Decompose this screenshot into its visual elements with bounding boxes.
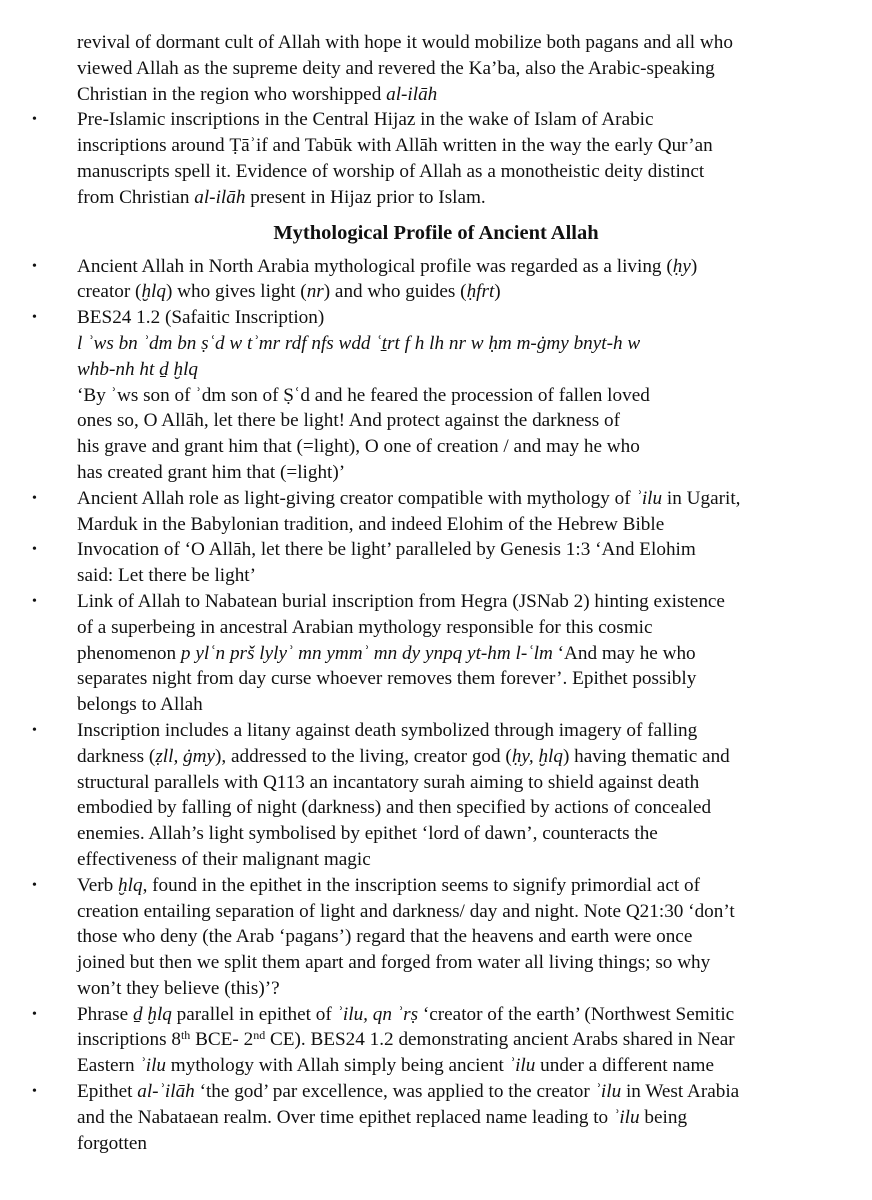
italic-term: ḫlq [141, 281, 166, 303]
italic-term: ʾilu [594, 1081, 622, 1103]
italic-term: ḏ ḫlq [132, 1003, 172, 1025]
bullet-icon: • [32, 490, 37, 506]
bullet-item-7 [32, 873, 872, 1002]
text-line: said: Let there be light’ [77, 565, 257, 587]
translation-line: ones so, O Allāh, let there be light! And protect against the darkness of [77, 410, 620, 432]
text-span: phenomenon [77, 642, 181, 664]
text-span: Ancient Allah in North Arabia mythological profile was regarded as a living ( [77, 255, 673, 277]
bullet-item-3 [32, 486, 872, 538]
bullet-item-1 [32, 254, 872, 306]
bullet-item-5 [32, 589, 872, 718]
text-line: manuscripts spell it. Evidence of worship of Allah as a monotheistic deity distinct [77, 160, 705, 182]
text-line: Invocation of ‘O Allāh, let there be light’ paralleled by Genesis 1:3 ‘And Elohim [77, 539, 696, 561]
text-span: in Ugarit, [662, 487, 741, 509]
bullet-icon: • [32, 877, 37, 893]
text-span: in West Arabia [621, 1081, 740, 1103]
text-line: Marduk in the Babylonian tradition, and indeed Elohim of the Hebrew Bible [77, 513, 665, 535]
text-line [77, 744, 872, 770]
italic-term: ʾilu [139, 1055, 166, 1077]
bullet-icon: • [32, 593, 37, 609]
bullet-icon: • [32, 1084, 37, 1100]
text-span: being [639, 1106, 688, 1128]
text-span: ) who gives light ( [165, 281, 307, 303]
text-line [77, 254, 872, 280]
bullet-icon: • [32, 722, 37, 738]
bullet-item-2 [32, 305, 872, 486]
text-line: revival of dormant cult of Allah with hope it would mobilize both pagans and all who [77, 32, 733, 53]
transliteration-line: l ʾws bn ʾdm bn ṣʿd w tʾmr rdf nfs wdd ʿṯrt f h lh nr w ḥm m-ġmy bnyt-h w [77, 332, 641, 354]
text-span: creator ( [77, 281, 142, 303]
text-span: ‘the god’ par excellence, was applied to the creator [194, 1081, 595, 1103]
text-span: darkness ( [77, 745, 156, 767]
superscript: th [180, 1028, 191, 1043]
text-line [77, 1027, 872, 1053]
bullet-icon: • [32, 542, 37, 558]
bullet-item-9 [32, 1079, 872, 1156]
text-line: separates night from day curse whoever removes them forever’. Epithet possibly [77, 668, 697, 690]
text-line [77, 873, 872, 899]
translation-line: has created grant him that (=light)’ [77, 461, 346, 483]
text-span: ) [494, 281, 501, 303]
bullet-icon: • [32, 1006, 37, 1022]
text-span: Phrase [77, 1003, 133, 1025]
section-title: Mythological Profile of Ancient Allah [273, 221, 599, 244]
italic-term: ʾilu [635, 487, 663, 509]
text-line: Pre-Islamic inscriptions in the Central Hijaz in the wake of Islam of Arabic [77, 109, 654, 131]
text-span: BCE- 2 [190, 1029, 254, 1051]
text-line: structural parallels with Q113 an incantatory surah aiming to shield against death [77, 771, 700, 793]
text-line: forgotten [77, 1132, 147, 1154]
text-span: ‘creator of the earth’ (Northwest Semitic [418, 1003, 735, 1025]
text-span: CE). BES24 1.2 demonstrating ancient Arabs shared in Near [265, 1029, 735, 1051]
text-span: ‘And may he who [552, 642, 696, 664]
text-span: ) having thematic and [562, 745, 730, 767]
text-line: viewed Allah as the supreme deity and revered the Ka’ba, also the Arabic-speaking [77, 57, 715, 79]
text-line [77, 1002, 872, 1028]
italic-term: ʾilu [508, 1055, 536, 1077]
text-span: present in Hijaz prior to Islam. [245, 186, 486, 208]
text-line [77, 185, 872, 211]
italic-term: ḥfrt [466, 281, 495, 303]
text-line [77, 1079, 872, 1105]
text-span: Verb [77, 874, 119, 896]
italic-term: ḥy, ḫlq [511, 745, 563, 767]
text-line: creation entailing separation of light and darkness/ day and night. Note Q21:30 ‘don’t [77, 900, 735, 922]
text-line: enemies. Allah’s light symbolised by epithet ‘lord of dawn’, counteracts the [77, 823, 658, 845]
text-span: Eastern [77, 1055, 140, 1077]
text-line: effectiveness of their malignant magic [77, 848, 371, 870]
italic-term: ʾilu, qn ʾrṣ [336, 1003, 419, 1025]
italic-term: al-ilāh [386, 83, 438, 105]
text-line: joined but then we split them apart and forged from water all living things; so why [77, 952, 711, 974]
bullet-item-4 [32, 537, 872, 589]
bullet-icon: • [32, 258, 37, 274]
text-line: embodied by falling of night (darkness) and then specified by actions of concealed [77, 797, 712, 819]
text-span: Christian in the region who worshipped [77, 83, 387, 105]
intro-paragraph [77, 30, 872, 107]
bullet-item-6 [32, 718, 872, 873]
bullet-icon: • [32, 310, 37, 326]
text-span: Epithet [77, 1081, 138, 1103]
text-span: parallel in epithet of [171, 1003, 337, 1025]
text-line [77, 279, 872, 305]
translation-line: ‘By ʾws son of ʾdm son of Ṣʿd and he feared the procession of fallen loved [77, 384, 650, 406]
text-span: ) [690, 255, 698, 277]
text-line: of a superbeing in ancestral Arabian mythology responsible for this cosmic [77, 616, 653, 638]
text-line: Link of Allah to Nabatean burial inscription from Hegra (JSNab 2) hinting existence [77, 590, 725, 612]
text-span: , found in the epithet in the inscription seems to signify primordial act of [142, 874, 700, 896]
bullet-icon: • [32, 112, 37, 128]
italic-term: al-ʾilāh [137, 1081, 195, 1103]
italic-term: ẓll, ġmy [155, 745, 216, 767]
bullet-item-8 [32, 1002, 872, 1079]
text-span: Ancient Allah role as light-giving creator compatible with mythology of [77, 487, 636, 509]
text-span: inscriptions 8 [77, 1029, 181, 1051]
text-span: ), addressed to the living, creator god ( [215, 745, 512, 767]
text-line [77, 486, 872, 512]
italic-term: p ylʿn prš lylyʾ mn ymmʾ mn dy ynpq yt-hm l-ʿlm [180, 642, 553, 664]
text-span: and the Nabataean realm. Over time epithet replaced name leading to [77, 1106, 613, 1128]
bullet-item-pre-islamic [32, 107, 872, 210]
text-span: under a different name [535, 1055, 714, 1077]
text-span: from Christian [77, 186, 195, 208]
italic-term: nr [306, 281, 324, 303]
text-line: those who deny (the Arab ‘pagans’) regard that the heavens and earth were once [77, 926, 693, 948]
text-line [77, 1053, 872, 1079]
text-line [77, 641, 872, 667]
italic-term: ḫlq [118, 874, 143, 896]
text-span: ) and who guides ( [323, 281, 467, 303]
text-span: mythology with Allah simply being ancient [166, 1055, 509, 1077]
italic-term: al-ilāh [194, 186, 246, 208]
text-line: won’t they believe (this)’? [77, 977, 280, 999]
translation-line: his grave and grant him that (=light), O one of creation / and may he who [77, 436, 640, 458]
superscript: nd [253, 1028, 266, 1043]
text-line: inscriptions around Ṭāʾif and Tabūk with Allāh written in the way the early Qur’an [77, 135, 713, 157]
text-line: BES24 1.2 (Safaitic Inscription) [77, 307, 325, 329]
italic-term: ʾilu [612, 1106, 640, 1128]
transliteration-line: whb-nh ht ḏ ḫlq [77, 358, 198, 380]
text-line: Inscription includes a litany against death symbolized through imagery of falling [77, 719, 698, 741]
text-line [77, 1105, 872, 1131]
italic-term: ḥy [672, 255, 691, 277]
text-line [77, 82, 872, 108]
text-line: belongs to Allah [77, 694, 203, 716]
